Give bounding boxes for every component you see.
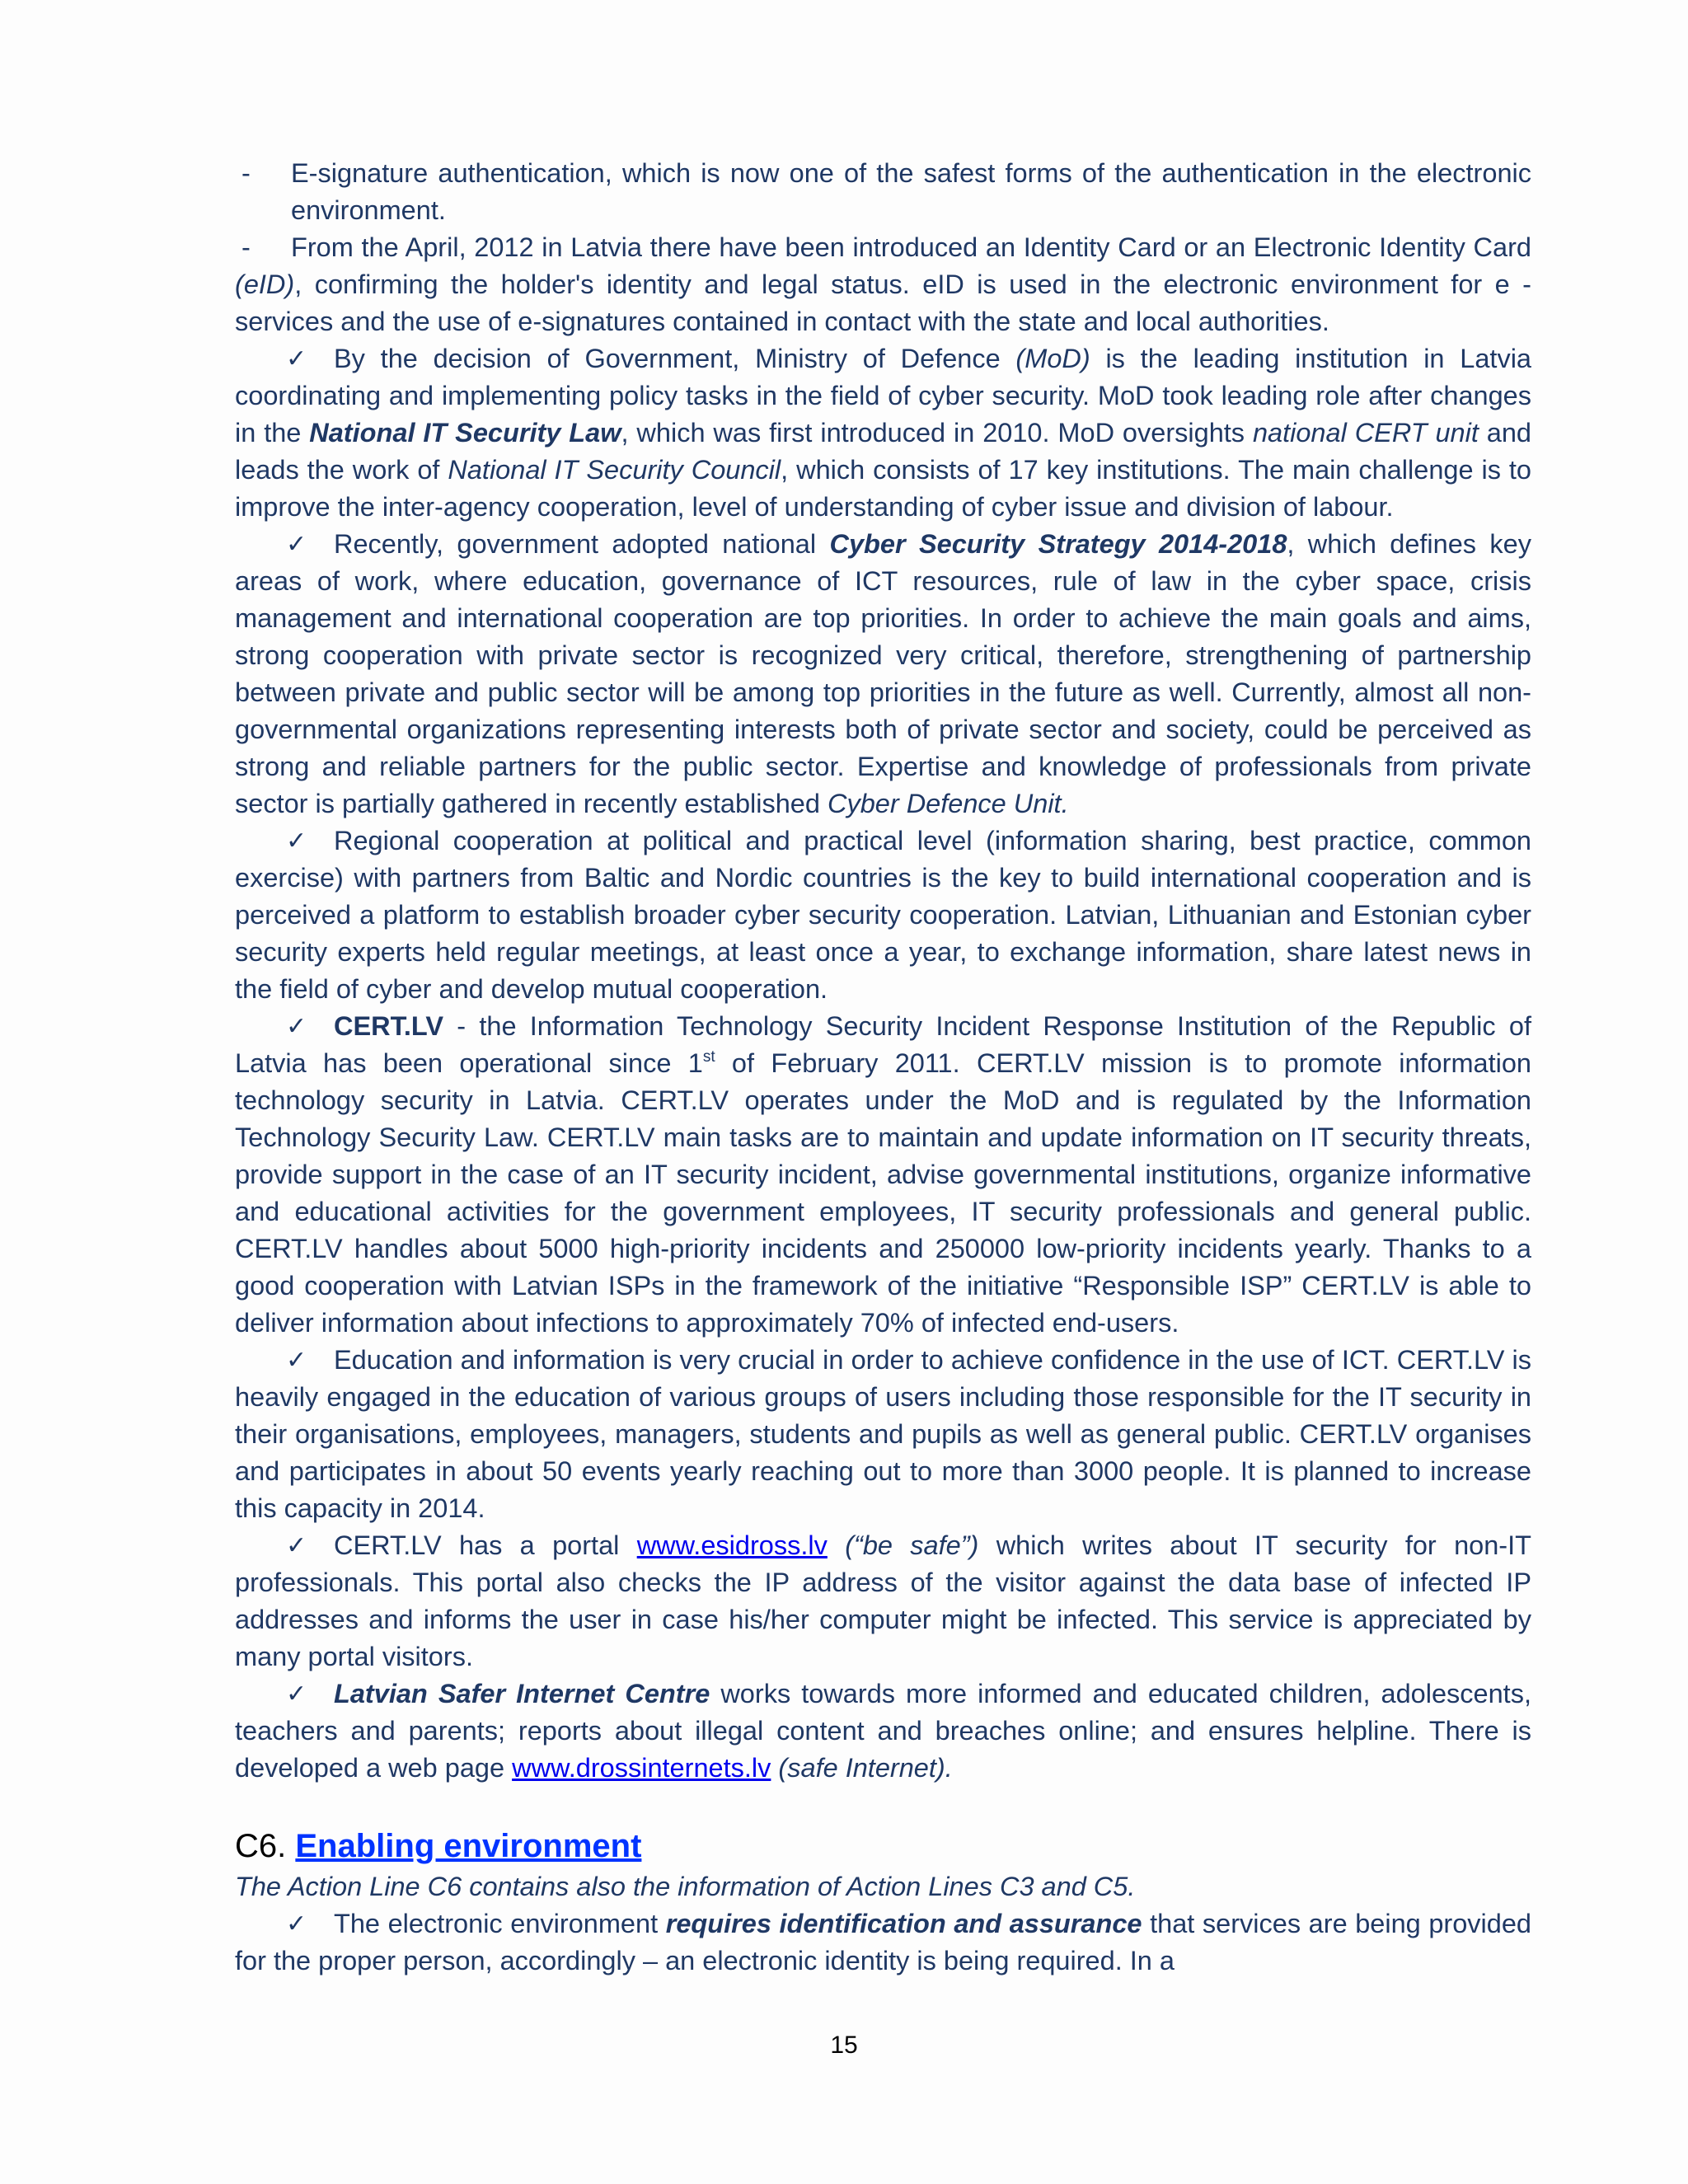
checkmark-icon: ✓ xyxy=(286,1013,307,1040)
bullet-esignature xyxy=(235,155,1531,229)
paragraph-certlv: ✓ CERT.LV - the Information Technology Security Incident Response Institution of the Republic of Latvia has been operational since 1st of February 2011. CERT.LV mission is to promote information technology security in Latvia. CERT.LV operates under the MoD and is regulated by the Information Technology Security Law. CERT.LV main tasks are to maintain and update information on IT security threats, provide support in the case of an IT security incident, advise governmental institutions, organize informative and educational activities for the government employees, IT security professionals and general public. CERT.LV handles about 5000 high-priority incidents and 250000 low-priority incidents yearly. Thanks to a good cooperation with Latvian ISPs in the framework of the initiative “Responsible ISP” CERT.LV is able to deliver information about infections to approximately 70% of infected end-users. xyxy=(235,1008,1531,1342)
checkmark-icon: ✓ xyxy=(286,345,307,373)
paragraph-identification: ✓ The electronic environment requires identification and assurance that services are being provided for the proper person, accordingly – an electronic identity is being required. In a xyxy=(235,1905,1531,1980)
paragraph-mod: ✓ By the decision of Government, Ministry of Defence (MoD) is the leading institution in Latvia coordinating and implementing policy tasks in the field of cyber security. MoD took leading role after changes in the National IT Security Law, which was first introduced in 2010. MoD oversights national CERT unit and leads the work of National IT Security Council, which consists of 17 key institutions. The main challenge is to improve the inter-agency cooperation, level of understanding of cyber issue and division of labour. xyxy=(235,340,1531,526)
section-prefix: C6. xyxy=(235,1828,296,1864)
page-content xyxy=(235,155,1531,1980)
checkmark-icon: ✓ xyxy=(286,1910,307,1938)
checkmark-icon: ✓ xyxy=(286,1680,307,1708)
paragraph-education: ✓ Education and information is very crucial in order to achieve confidence in the use of ICT. CERT.LV is heavily engaged in the education of various groups of users including those responsible for the IT security in their organisations, employees, managers, students and pupils as well as general public. CERT.LV organises and participates in about 50 events yearly reaching out to more than 3000 people. It is planned to increase this capacity in 2014. xyxy=(235,1342,1531,1527)
paragraph-portal: ✓ CERT.LV has a portal www.esidross.lv (“be safe”) which writes about IT security for non-IT professionals. This portal also checks the IP address of the visitor against the data base of infected IP addresses and informs the user in case his/her computer might be infected. This service is appreciated by many portal visitors. xyxy=(235,1527,1531,1675)
drossinternets-link[interactable]: www.drossinternets.lv xyxy=(512,1753,771,1783)
checkmark-icon: ✓ xyxy=(286,1532,307,1559)
page-number: 15 xyxy=(830,2032,858,2059)
checkmark-icon: ✓ xyxy=(286,531,307,558)
checkmark-icon: ✓ xyxy=(286,1347,307,1374)
bullet-esignature-text: E-signature authentication, which is now one of the safest forms of the authentication in the electronic environment. xyxy=(291,158,1531,225)
bullet-eid: - From the April, 2012 in Latvia there have been introduced an Identity Card or an Electronic Identity Card (eID), confirming the holder's identity and legal status. eID is used in the electronic environment for e - services and the use of e-signatures contained in contact with the state and local authorities. xyxy=(235,229,1531,340)
paragraph-safer-internet: ✓ Latvian Safer Internet Centre works towards more informed and educated children, adolescents, teachers and parents; reports about illegal content and breaches online; and ensures helpline. There is developed a web page www.drossinternets.lv (safe Internet). xyxy=(235,1675,1531,1787)
dash-marker: - xyxy=(241,232,251,262)
dash-marker: - xyxy=(241,158,251,188)
checkmark-icon: ✓ xyxy=(286,827,307,855)
paragraph-regional: ✓ Regional cooperation at political and practical level (information sharing, best practice, common exercise) with partners from Baltic and Nordic countries is the key to build international cooperation and is perceived a platform to establish broader cyber security cooperation. Latvian, Lithuanian and Estonian cyber security experts held regular meetings, at least once a year, to exchange information, share latest news in the field of cyber and develop mutual cooperation. xyxy=(235,823,1531,1008)
enabling-environment-link[interactable]: Enabling environment xyxy=(295,1828,642,1864)
section-note: The Action Line C6 contains also the information of Action Lines C3 and C5. xyxy=(235,1872,1136,1901)
paragraph-strategy: ✓ Recently, government adopted national Cyber Security Strategy 2014-2018, which defines key areas of work, where education, governance of ICT resources, rule of law in the cyber space, crisis management and international cooperation are top priorities. In order to achieve the main goals and aims, strong cooperation with private sector is recognized very critical, therefore, strengthening of partnership between private and public sector will be among top priorities in the future as well. Currently, almost all non-governmental organizations representing interests both of private sector and society, could be perceived as strong and reliable partners for the public sector. Expertise and knowledge of professionals from private sector is partially gathered in recently established Cyber Defence Unit. xyxy=(235,526,1531,823)
section-heading-c6 xyxy=(235,1824,1531,1868)
esidross-link[interactable]: www.esidross.lv xyxy=(636,1530,828,1560)
